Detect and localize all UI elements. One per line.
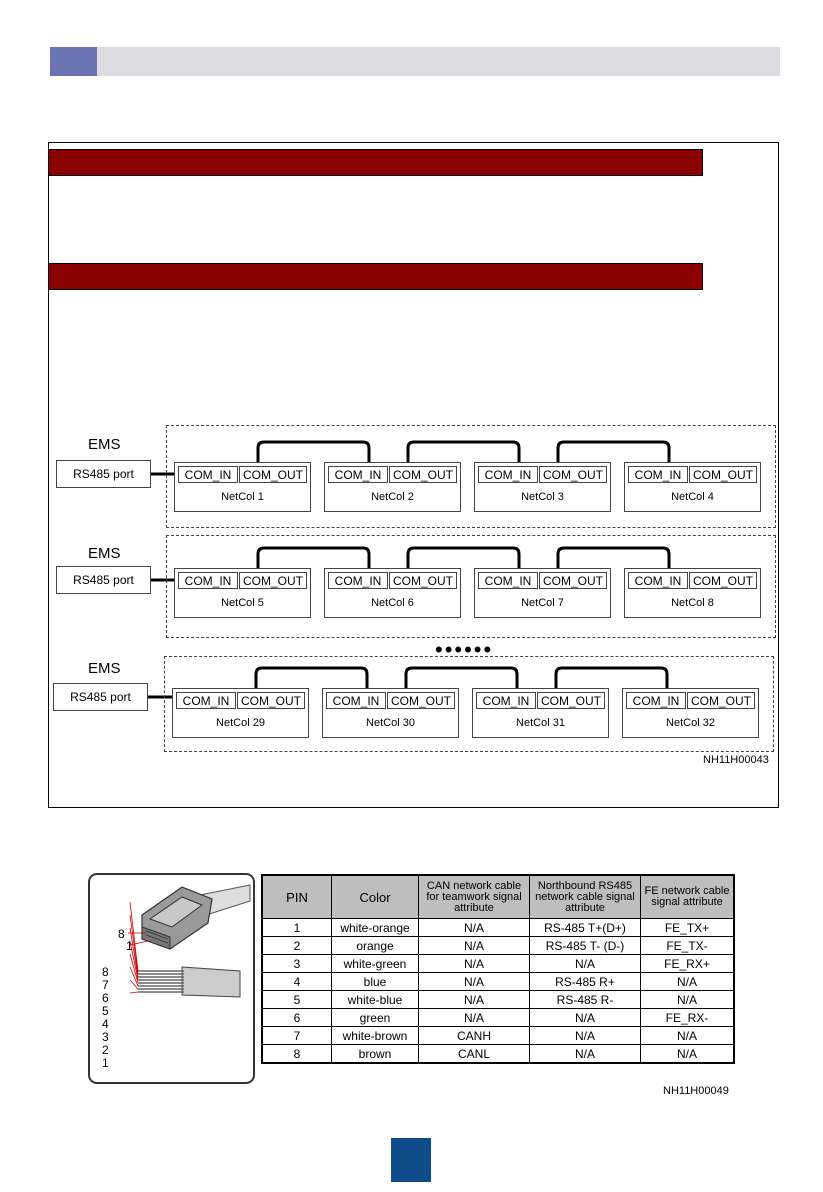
com-out-port: COM_OUT xyxy=(539,466,607,483)
column-header: Northbound RS485 network cable signal attribute xyxy=(530,875,641,919)
com-out-port: COM_OUT xyxy=(689,572,757,589)
rj45-connector-panel xyxy=(88,873,255,1084)
com-out-port: COM_OUT xyxy=(239,572,307,589)
netcol-unit xyxy=(172,688,309,738)
table-row xyxy=(262,937,734,955)
com-in-port: COM_IN xyxy=(326,692,386,709)
table-cell: white-blue xyxy=(332,991,419,1009)
wire-number: 7 xyxy=(102,978,109,992)
more-groups-ellipsis: •••••• xyxy=(435,637,494,662)
table-row xyxy=(262,973,734,991)
com-out-port: COM_OUT xyxy=(537,692,605,709)
table-cell: N/A xyxy=(641,1045,735,1064)
pin-definition-table xyxy=(261,874,735,1064)
table-cell: CANL xyxy=(419,1045,530,1064)
rj45-plug-icon xyxy=(90,875,253,1082)
table-cell: brown xyxy=(332,1045,419,1064)
table-cell: blue xyxy=(332,973,419,991)
table-cell: N/A xyxy=(530,955,641,973)
table-cell: RS-485 R+ xyxy=(530,973,641,991)
com-out-port: COM_OUT xyxy=(239,466,307,483)
wire-number: 6 xyxy=(102,991,109,1005)
com-in-port: COM_IN xyxy=(626,692,686,709)
table-cell: RS-485 T+(D+) xyxy=(530,919,641,937)
com-in-port: COM_IN xyxy=(478,466,538,483)
com-in-port: COM_IN xyxy=(476,692,536,709)
table-cell: N/A xyxy=(641,991,735,1009)
table-cell: RS-485 T- (D-) xyxy=(530,937,641,955)
column-header: CAN network cable for teamwork signal attribute xyxy=(419,875,530,919)
table-cell: FE_TX- xyxy=(641,937,735,955)
column-header: FE network cable signal attribute xyxy=(641,875,735,919)
pin-1-label: 1 xyxy=(126,939,133,953)
table-row xyxy=(262,1045,734,1064)
wire-number: 2 xyxy=(102,1043,109,1057)
netcol-unit xyxy=(324,462,461,512)
netcol-name: NetCol 6 xyxy=(371,597,414,609)
netcol-name: NetCol 30 xyxy=(366,717,415,729)
table-cell: CANH xyxy=(419,1027,530,1045)
table-cell: 3 xyxy=(262,955,332,973)
netcol-unit xyxy=(474,462,611,512)
com-in-port: COM_IN xyxy=(628,572,688,589)
table-cell: N/A xyxy=(419,991,530,1009)
table-cell: N/A xyxy=(419,919,530,937)
rs485-port: RS485 port xyxy=(56,460,151,488)
table-cell: N/A xyxy=(530,1027,641,1045)
com-in-port: COM_IN xyxy=(328,572,388,589)
wire-number: 4 xyxy=(102,1017,109,1031)
table-cell: white-orange xyxy=(332,919,419,937)
table-row xyxy=(262,1009,734,1027)
com-out-port: COM_OUT xyxy=(237,692,305,709)
table-cell: RS-485 R- xyxy=(530,991,641,1009)
netcol-unit xyxy=(622,688,759,738)
netcol-name: NetCol 29 xyxy=(216,717,265,729)
wire-number-list xyxy=(102,966,109,1070)
table-cell: N/A xyxy=(641,973,735,991)
netcol-unit xyxy=(624,568,761,618)
table-cell: 5 xyxy=(262,991,332,1009)
table-cell: 6 xyxy=(262,1009,332,1027)
wire-number: 1 xyxy=(102,1056,109,1070)
netcol-name: NetCol 4 xyxy=(671,491,714,503)
netcol-name: NetCol 5 xyxy=(221,597,264,609)
netcol-unit xyxy=(174,568,311,618)
table-cell: FE_TX+ xyxy=(641,919,735,937)
com-in-port: COM_IN xyxy=(178,572,238,589)
table-header-row xyxy=(262,875,734,919)
table-cell: FE_RX+ xyxy=(641,955,735,973)
netcol-unit xyxy=(472,688,609,738)
com-out-port: COM_OUT xyxy=(687,692,755,709)
wire-number: 5 xyxy=(102,1004,109,1018)
table-cell: N/A xyxy=(530,1009,641,1027)
com-out-port: COM_OUT xyxy=(387,692,455,709)
com-in-port: COM_IN xyxy=(178,466,238,483)
netcol-name: NetCol 2 xyxy=(371,491,414,503)
table-row xyxy=(262,919,734,937)
com-in-port: COM_IN xyxy=(478,572,538,589)
column-header: PIN xyxy=(262,875,332,919)
ems-label: EMS xyxy=(88,545,121,562)
wire-number: 8 xyxy=(102,965,109,979)
rs485-port: RS485 port xyxy=(56,566,151,594)
table-cell: N/A xyxy=(641,1027,735,1045)
com-out-port: COM_OUT xyxy=(389,572,457,589)
table-cell: N/A xyxy=(419,973,530,991)
netcol-name: NetCol 31 xyxy=(516,717,565,729)
table-cell: green xyxy=(332,1009,419,1027)
table-row xyxy=(262,991,734,1009)
wire-number: 3 xyxy=(102,1030,109,1044)
table-cell: N/A xyxy=(419,937,530,955)
netcol-unit xyxy=(474,568,611,618)
table-cell: 2 xyxy=(262,937,332,955)
ems-label: EMS xyxy=(88,660,121,677)
table-row xyxy=(262,1027,734,1045)
ems-label: EMS xyxy=(88,436,121,453)
netcol-name: NetCol 8 xyxy=(671,597,714,609)
table-cell: 4 xyxy=(262,973,332,991)
figure-code: NH11H00043 xyxy=(703,754,769,766)
table-cell: 8 xyxy=(262,1045,332,1064)
netcol-name: NetCol 32 xyxy=(666,717,715,729)
netcol-unit xyxy=(324,568,461,618)
table-cell: white-green xyxy=(332,955,419,973)
com-in-port: COM_IN xyxy=(628,466,688,483)
table-cell: N/A xyxy=(419,1009,530,1027)
com-out-port: COM_OUT xyxy=(389,466,457,483)
page-marker xyxy=(391,1138,431,1182)
netcol-unit xyxy=(174,462,311,512)
com-in-port: COM_IN xyxy=(176,692,236,709)
table-cell: 1 xyxy=(262,919,332,937)
table-cell: 7 xyxy=(262,1027,332,1045)
table-cell: white-brown xyxy=(332,1027,419,1045)
table-cell: FE_RX- xyxy=(641,1009,735,1027)
table-cell: N/A xyxy=(419,955,530,973)
figure-code: NH11H00049 xyxy=(663,1085,729,1097)
com-in-port: COM_IN xyxy=(328,466,388,483)
table-row xyxy=(262,955,734,973)
rs485-port: RS485 port xyxy=(53,683,148,711)
netcol-name: NetCol 1 xyxy=(221,491,264,503)
netcol-name: NetCol 7 xyxy=(521,597,564,609)
table-cell: orange xyxy=(332,937,419,955)
netcol-unit xyxy=(624,462,761,512)
netcol-unit xyxy=(322,688,459,738)
column-header: Color xyxy=(332,875,419,919)
table-cell: N/A xyxy=(530,1045,641,1064)
com-out-port: COM_OUT xyxy=(689,466,757,483)
com-out-port: COM_OUT xyxy=(539,572,607,589)
netcol-name: NetCol 3 xyxy=(521,491,564,503)
pin-8-label: 8 xyxy=(118,927,125,941)
